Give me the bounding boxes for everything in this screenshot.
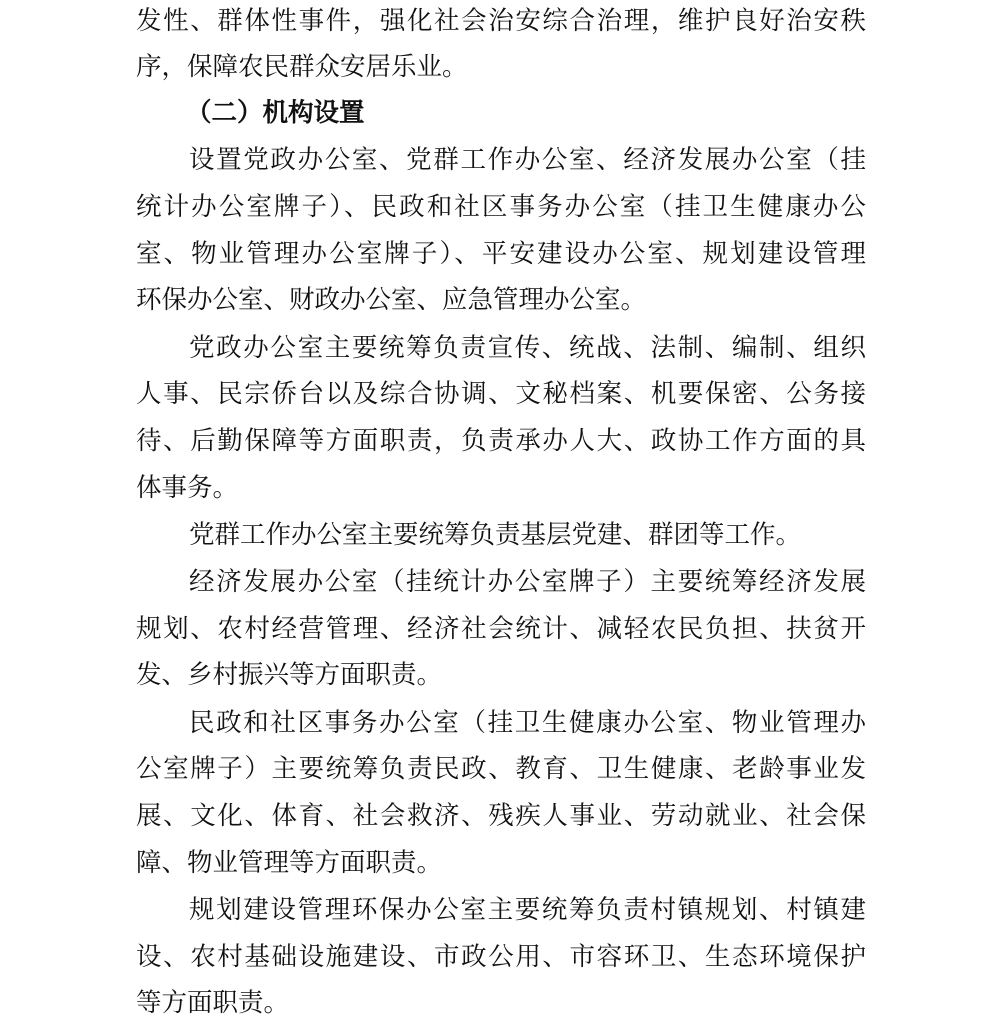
paragraph-first-line: 规划建设管理环保办公室主要统筹负责村镇规划、村镇建 [189, 895, 866, 925]
body-text-line: 障、物业管理等方面职责。 [136, 848, 443, 878]
body-text-line: 发、乡村振兴等方面职责。 [136, 660, 443, 690]
body-text-line: 环保办公室、财政办公室、应急管理办公室。 [136, 285, 647, 315]
body-text-line: 设、农村基础设施建设、市政公用、市容环卫、生态环境保护 [136, 942, 866, 972]
paragraph-first-line: 党群工作办公室主要统筹负责基层党建、群团等工作。 [189, 520, 802, 550]
paragraph-first-line: 党政办公室主要统筹负责宣传、统战、法制、编制、组织 [189, 333, 866, 363]
body-text-line: 序，保障农民群众安居乐业。 [136, 52, 468, 82]
body-text-line: 人事、民宗侨台以及综合协调、文秘档案、机要保密、公务接 [136, 379, 866, 409]
section-heading: （二）机构设置 [186, 98, 365, 128]
paragraph-first-line: 经济发展办公室（挂统计办公室牌子）主要统筹经济发展 [189, 567, 866, 597]
paragraph-first-line: 民政和社区事务办公室（挂卫生健康办公室、物业管理办 [189, 708, 866, 738]
body-text-line: 公室牌子）主要统筹负责民政、教育、卫生健康、老龄事业发 [136, 754, 866, 784]
body-text-line: 统计办公室牌子）、民政和社区事务办公室（挂卫生健康办公 [136, 192, 866, 222]
body-text-line: 展、文化、体育、社会救济、残疾人事业、劳动就业、社会保 [136, 801, 866, 831]
body-text-line: 待、后勤保障等方面职责，负责承办人大、政协工作方面的具 [136, 426, 866, 456]
body-text-line: 室、物业管理办公室牌子）、平安建设办公室、规划建设管理 [136, 239, 866, 269]
body-text-line: 等方面职责。 [136, 988, 290, 1018]
body-text-line: 规划、农村经营管理、经济社会统计、减轻农民负担、扶贫开 [136, 614, 866, 644]
body-text-line: 体事务。 [136, 473, 239, 503]
body-text-line: 发性、群体性事件，强化社会治安综合治理，维护良好治安秩 [136, 6, 866, 36]
paragraph-first-line: 设置党政办公室、党群工作办公室、经济发展办公室（挂 [189, 145, 866, 175]
